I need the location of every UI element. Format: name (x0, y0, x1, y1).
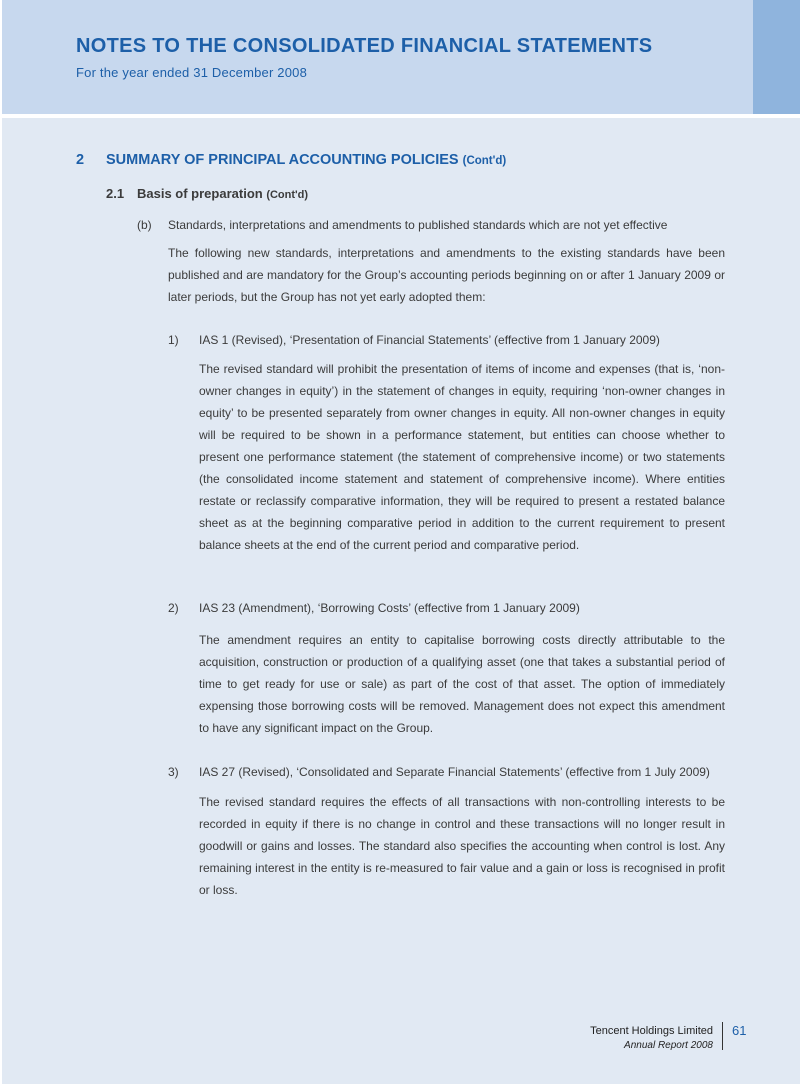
standard-3-marker: 3) (168, 765, 179, 779)
item-b-heading: Standards, interpretations and amendments to published standards which are not yet effective (168, 218, 668, 232)
section-number: 2 (76, 152, 85, 168)
item-b-intro: The following new standards, interpretations and amendments to the existing standards have been published and are mandatory for the Group’s accounting periods beginning on or after 1 January 2009 or later periods, but the Group has not yet early adopted them: (168, 246, 725, 304)
section-cont-label: (Cont'd) (462, 155, 507, 167)
section-title: SUMMARY OF PRINCIPAL ACCOUNTING POLICIES (106, 152, 459, 168)
standard-3-title: IAS 27 (Revised), ‘Consolidated and Separate Financial Statements’ (effective from 1 July 2009) (199, 765, 710, 779)
header-tab-accent (753, 0, 800, 114)
subsection-number: 2.1 (106, 186, 125, 201)
subsection-title: Basis of preparation (137, 186, 263, 201)
standard-1-body: The revised standard will prohibit the presentation of items of income and expenses (that is, ‘non-owner changes in equity’) in the statement of changes in equity, requiring ‘non-owner changes in equity’ to be presented separately from owner changes in equity. All non-owner changes in equity will be required to be shown in a performance statement, but entities can choose whether to present one performance statement (the statement of comprehensive income) or two statements (the consolidated income statement and statement of comprehensive income). Where entities restate or reclassify comparative information, they will be required to present a restated balance sheet as at the beginning comparative period in addition to the current requirement to present balance sheets at the end of the current period and comparative period. (199, 362, 725, 552)
subsection-heading (137, 186, 308, 201)
section-heading (106, 152, 506, 168)
page-subtitle: For the year ended 31 December 2008 (76, 65, 308, 80)
standard-2-title: IAS 23 (Amendment), ‘Borrowing Costs’ (effective from 1 January 2009) (199, 601, 580, 615)
subsection-cont-label: (Cont'd) (266, 189, 309, 201)
standard-3-body: The revised standard requires the effects of all transactions with non-controlling interests to be recorded in equity if there is no change in control and these transactions will no longer result in goodwill or gains and losses. The standard also specifies the accounting when control is lost. Any remaining interest in the entity is re-measured to fair value and a gain or loss is recognised in profit or loss. (199, 795, 725, 897)
standard-2-marker: 2) (168, 601, 179, 615)
standard-1-title: IAS 1 (Revised), ‘Presentation of Financial Statements’ (effective from 1 January 2009) (199, 333, 660, 347)
item-b-marker: (b) (137, 218, 152, 232)
footer-company: Tencent Holdings Limited (590, 1025, 713, 1037)
footer-divider (722, 1022, 723, 1050)
standard-2-body: The amendment requires an entity to capitalise borrowing costs directly attributable to the acquisition, construction or production of a qualifying asset (one that takes a substantial period of time to get ready for use or sale) as part of the cost of that asset. The option of immediately expensing those borrowing costs will be removed. Management does not expect this amendment to have any significant impact on the Group. (199, 633, 725, 735)
footer-report: Annual Report 2008 (624, 1040, 713, 1051)
page-title: NOTES TO THE CONSOLIDATED FINANCIAL STATEMENTS (76, 35, 653, 57)
standard-1-marker: 1) (168, 333, 179, 347)
page-number: 61 (732, 1023, 747, 1038)
